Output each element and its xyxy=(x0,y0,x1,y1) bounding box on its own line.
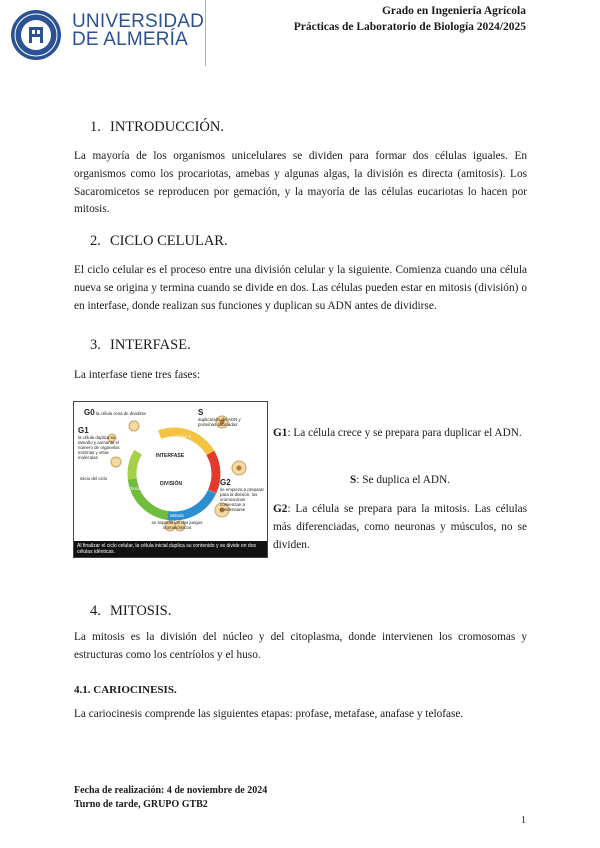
section-3-number: 3. xyxy=(90,337,101,353)
section-1-number: 1. xyxy=(90,119,101,135)
figure-g1-label: G1 xyxy=(78,426,89,435)
header-divider xyxy=(205,0,206,66)
figure-division-label: DIVISIÓN xyxy=(160,481,182,487)
footer-date: Fecha de realización: 4 de noviembre de 2024 xyxy=(74,785,268,796)
university-logo xyxy=(10,4,205,66)
figure-separation: se separan los dos juegos cromosómicos xyxy=(151,520,203,530)
phase-s-text: : Se duplica el ADN. xyxy=(356,474,451,486)
section-4-title: MITOSIS. xyxy=(110,603,172,619)
phase-g2-label: G2 xyxy=(273,503,288,515)
university-seal-icon xyxy=(10,9,62,61)
figure-s-label: S xyxy=(198,408,204,417)
phase-g1-text: : La célula crece y se prepara para duplicar el ADN. xyxy=(287,427,522,439)
section-2-title: CICLO CELULAR. xyxy=(110,233,228,249)
phase-g1-description xyxy=(273,425,527,443)
university-name-line2: DE ALMERÍA xyxy=(72,29,189,50)
phase-g2-description xyxy=(273,501,527,554)
section-4-heading xyxy=(90,603,171,620)
page-number: 1 xyxy=(521,815,526,826)
phase-s-label: S xyxy=(349,474,357,486)
figure-start: inicio del ciclo xyxy=(80,476,108,481)
course-title: Prácticas de Laboratorio de Biología 2024/2025 xyxy=(293,21,526,33)
figure-g2-text: se empieza a preparar para la división, los cromosomas comienzan a condensarse xyxy=(220,487,264,512)
section-3-intro: La interfase tiene tres fases: xyxy=(74,369,201,381)
figure-g1-text: la célula duplica su tamaño y aumenta el número de organelos enzimas y otras moléculas xyxy=(78,435,120,460)
figure-g1 xyxy=(78,426,123,460)
figure-citocinesis-label: Citocinesis xyxy=(128,486,150,491)
phase-s-description xyxy=(273,472,527,490)
subsection-4-1-body: La cariocinesis comprende las siguientes etapas: profase, metafase, anafase y telofase. xyxy=(74,708,464,720)
figure-g0 xyxy=(84,408,154,417)
subsection-4-1-title: 4.1. CARIOCINESIS. xyxy=(74,684,177,696)
figure-s-text: duplicación del ADN y proteínas asociadas xyxy=(198,417,241,427)
degree-title: Grado en Ingeniería Agrícola xyxy=(381,5,526,17)
phase-g1-label: G1 xyxy=(273,427,288,439)
figure-caption: Al finalizar el ciclo celular, la célula inicial duplica su contenido y se divide en dos células idénticas. xyxy=(74,541,267,557)
cell-cycle-figure xyxy=(73,401,268,558)
figure-fase-s-label: Fase S xyxy=(177,434,191,439)
figure-mitosis-label: Mitosis xyxy=(170,513,184,518)
section-3-heading xyxy=(90,337,191,354)
footer-group: Turno de tarde, GRUPO GTB2 xyxy=(74,799,208,810)
section-3-title: INTERFASE. xyxy=(110,337,191,353)
figure-g0-text: la célula cesa de dividirse xyxy=(95,411,146,416)
section-2-heading xyxy=(90,233,228,250)
section-1-body: La mayoría de los organismos unicelulares se dividen para formar dos células iguales. En organismos como los procariotas, amebas y algunas algas, la división es directa (amitosis). Los Sacaromicetos se reproducen por gemación, y la mayoría de las células eucariotas lo hacen por mitosis. xyxy=(74,150,527,216)
university-name-line1: UNIVERSIDAD xyxy=(72,11,205,32)
section-1-heading xyxy=(90,119,224,136)
section-4-body: La mitosis es la división del núcleo y del citoplasma, donde intervienen los cromosomas y estructuras como los centríolos y el huso. xyxy=(74,631,527,661)
section-2-number: 2. xyxy=(90,233,101,249)
figure-g2-label: G2 xyxy=(220,478,231,487)
figure-s xyxy=(198,408,260,427)
phase-g2-text: : La célula se prepara para la mitosis. Las células más diferenciadas, como neuronas y músculos, no se dividen. xyxy=(273,503,527,551)
figure-g0-label: G0 xyxy=(84,408,95,417)
figure-interfase-label: INTERFASE xyxy=(156,453,185,459)
figure-g2 xyxy=(220,478,264,512)
section-2-body: El ciclo celular es el proceso entre una división celular y la siguiente. Comienza cuando una célula nueva se origina y termina cuando se divide en dos. Las células pueden estar en mitosis (división) o en interfase, donde realizan sus funciones y duplican su ADN antes de dividirse. xyxy=(74,264,527,312)
section-1-title: INTRODUCCIÓN. xyxy=(110,119,224,135)
section-4-number: 4. xyxy=(90,603,101,619)
